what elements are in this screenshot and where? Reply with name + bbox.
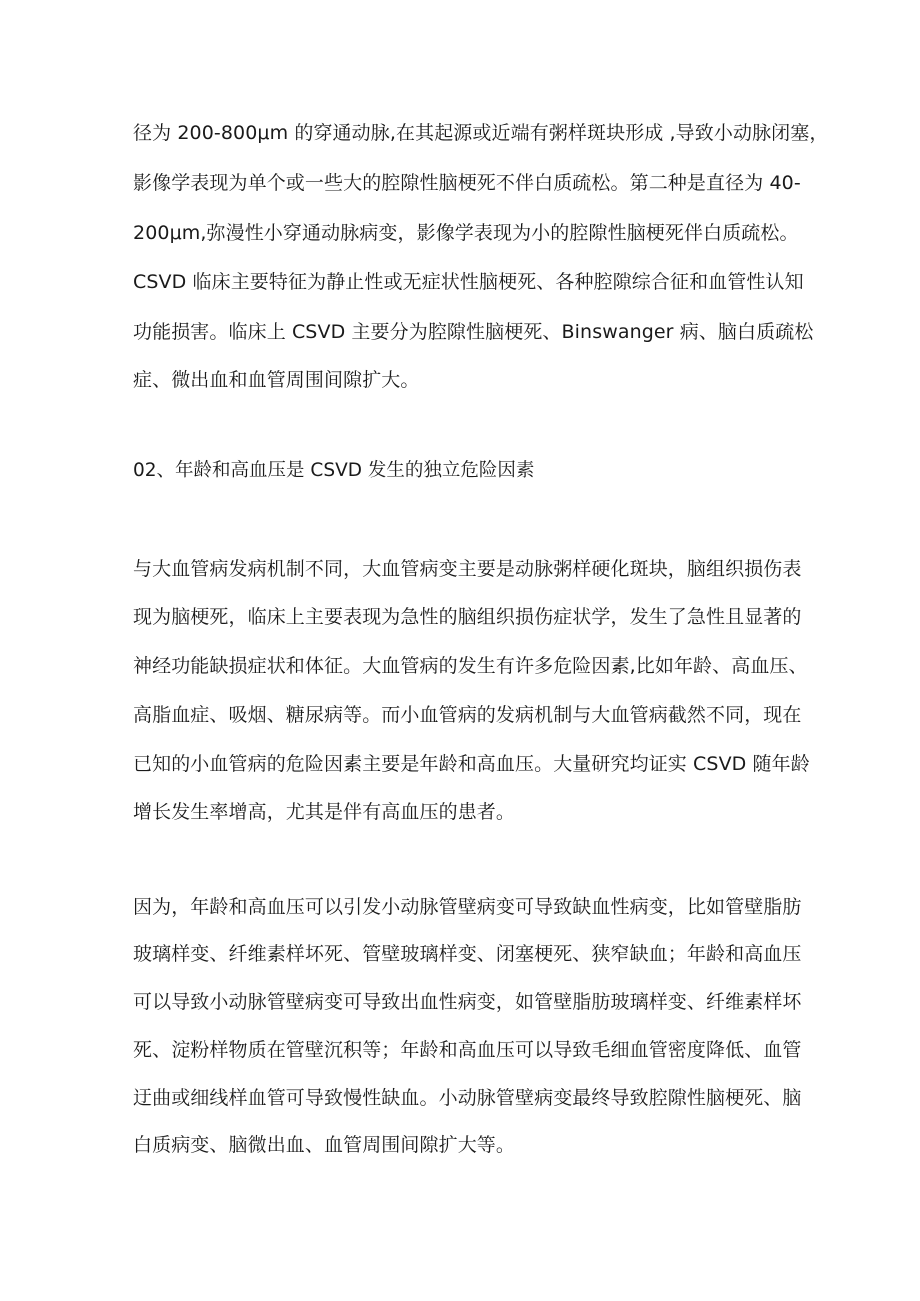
paragraph-line: 与大血管病发病机制不同，大血管病变主要是动脉粥样硬化斑块，脑组织损伤表 (133, 558, 802, 580)
section-heading: 02、年龄和高血压是 CSVD 发生的独立危险因素 (133, 460, 535, 481)
paragraph-line: 增长发生率增高，尤其是伴有高血压的患者。 (133, 801, 516, 823)
paragraph-line: 径为 200-800μm 的穿通动脉,在其起源或近端有粥样斑块形成 ,导致小动脉闭塞， (133, 122, 829, 144)
paragraph-line: 因为，年龄和高血压可以引发小动脉管壁病变可导致缺血性病变，比如管壁脂肪 (133, 896, 802, 918)
paragraph-line: CSVD 临床主要特征为静止性或无症状性脑梗死、各种腔隙综合征和血管性认知 (133, 271, 804, 293)
paragraph-line: 可以导致小动脉管壁病变可导致出血性病变，如管壁脂肪玻璃样变、纤维素样坏 (133, 991, 802, 1013)
paragraph-line: 症、微出血和血管周围间隙扩大。 (133, 369, 420, 391)
paragraph-line: 功能损害。临床上 CSVD 主要分为腔隙性脑梗死、Binswanger 病、脑白质疏松 (133, 321, 814, 343)
paragraph-line: 影像学表现为单个或一些大的腔隙性脑梗死不伴白质疏松。第二种是直径为 40- (133, 172, 801, 194)
paragraph-line: 白质病变、脑微出血、血管周围间隙扩大等。 (133, 1134, 516, 1156)
paragraph-line: 已知的小血管病的危险因素主要是年龄和高血压。大量研究均证实 CSVD 随年龄 (133, 753, 810, 775)
paragraph-line: 现为脑梗死，临床上主要表现为急性的脑组织损伤症状学，发生了急性且显著的 (133, 606, 802, 628)
paragraph-line: 迂曲或细线样血管可导致慢性缺血。小动脉管壁病变最终导致腔隙性脑梗死、脑 (133, 1087, 802, 1109)
paragraph-line: 死、淀粉样物质在管壁沉积等；年龄和高血压可以导致毛细血管密度降低、血管 (133, 1039, 802, 1061)
paragraph-line: 高脂血症、吸烟、糖尿病等。而小血管病的发病机制与大血管病截然不同，现在 (133, 704, 802, 726)
paragraph-line: 200μm,弥漫性小穿通动脉病变，影像学表现为小的腔隙性脑梗死伴白质疏松。 (133, 222, 799, 244)
paragraph-line: 玻璃样变、纤维素样坏死、管壁玻璃样变、闭塞梗死、狭窄缺血；年龄和高血压 (133, 943, 802, 965)
paragraph-line: 神经功能缺损症状和体征。大血管病的发生有许多危险因素,比如年龄、高血压、 (133, 655, 808, 677)
